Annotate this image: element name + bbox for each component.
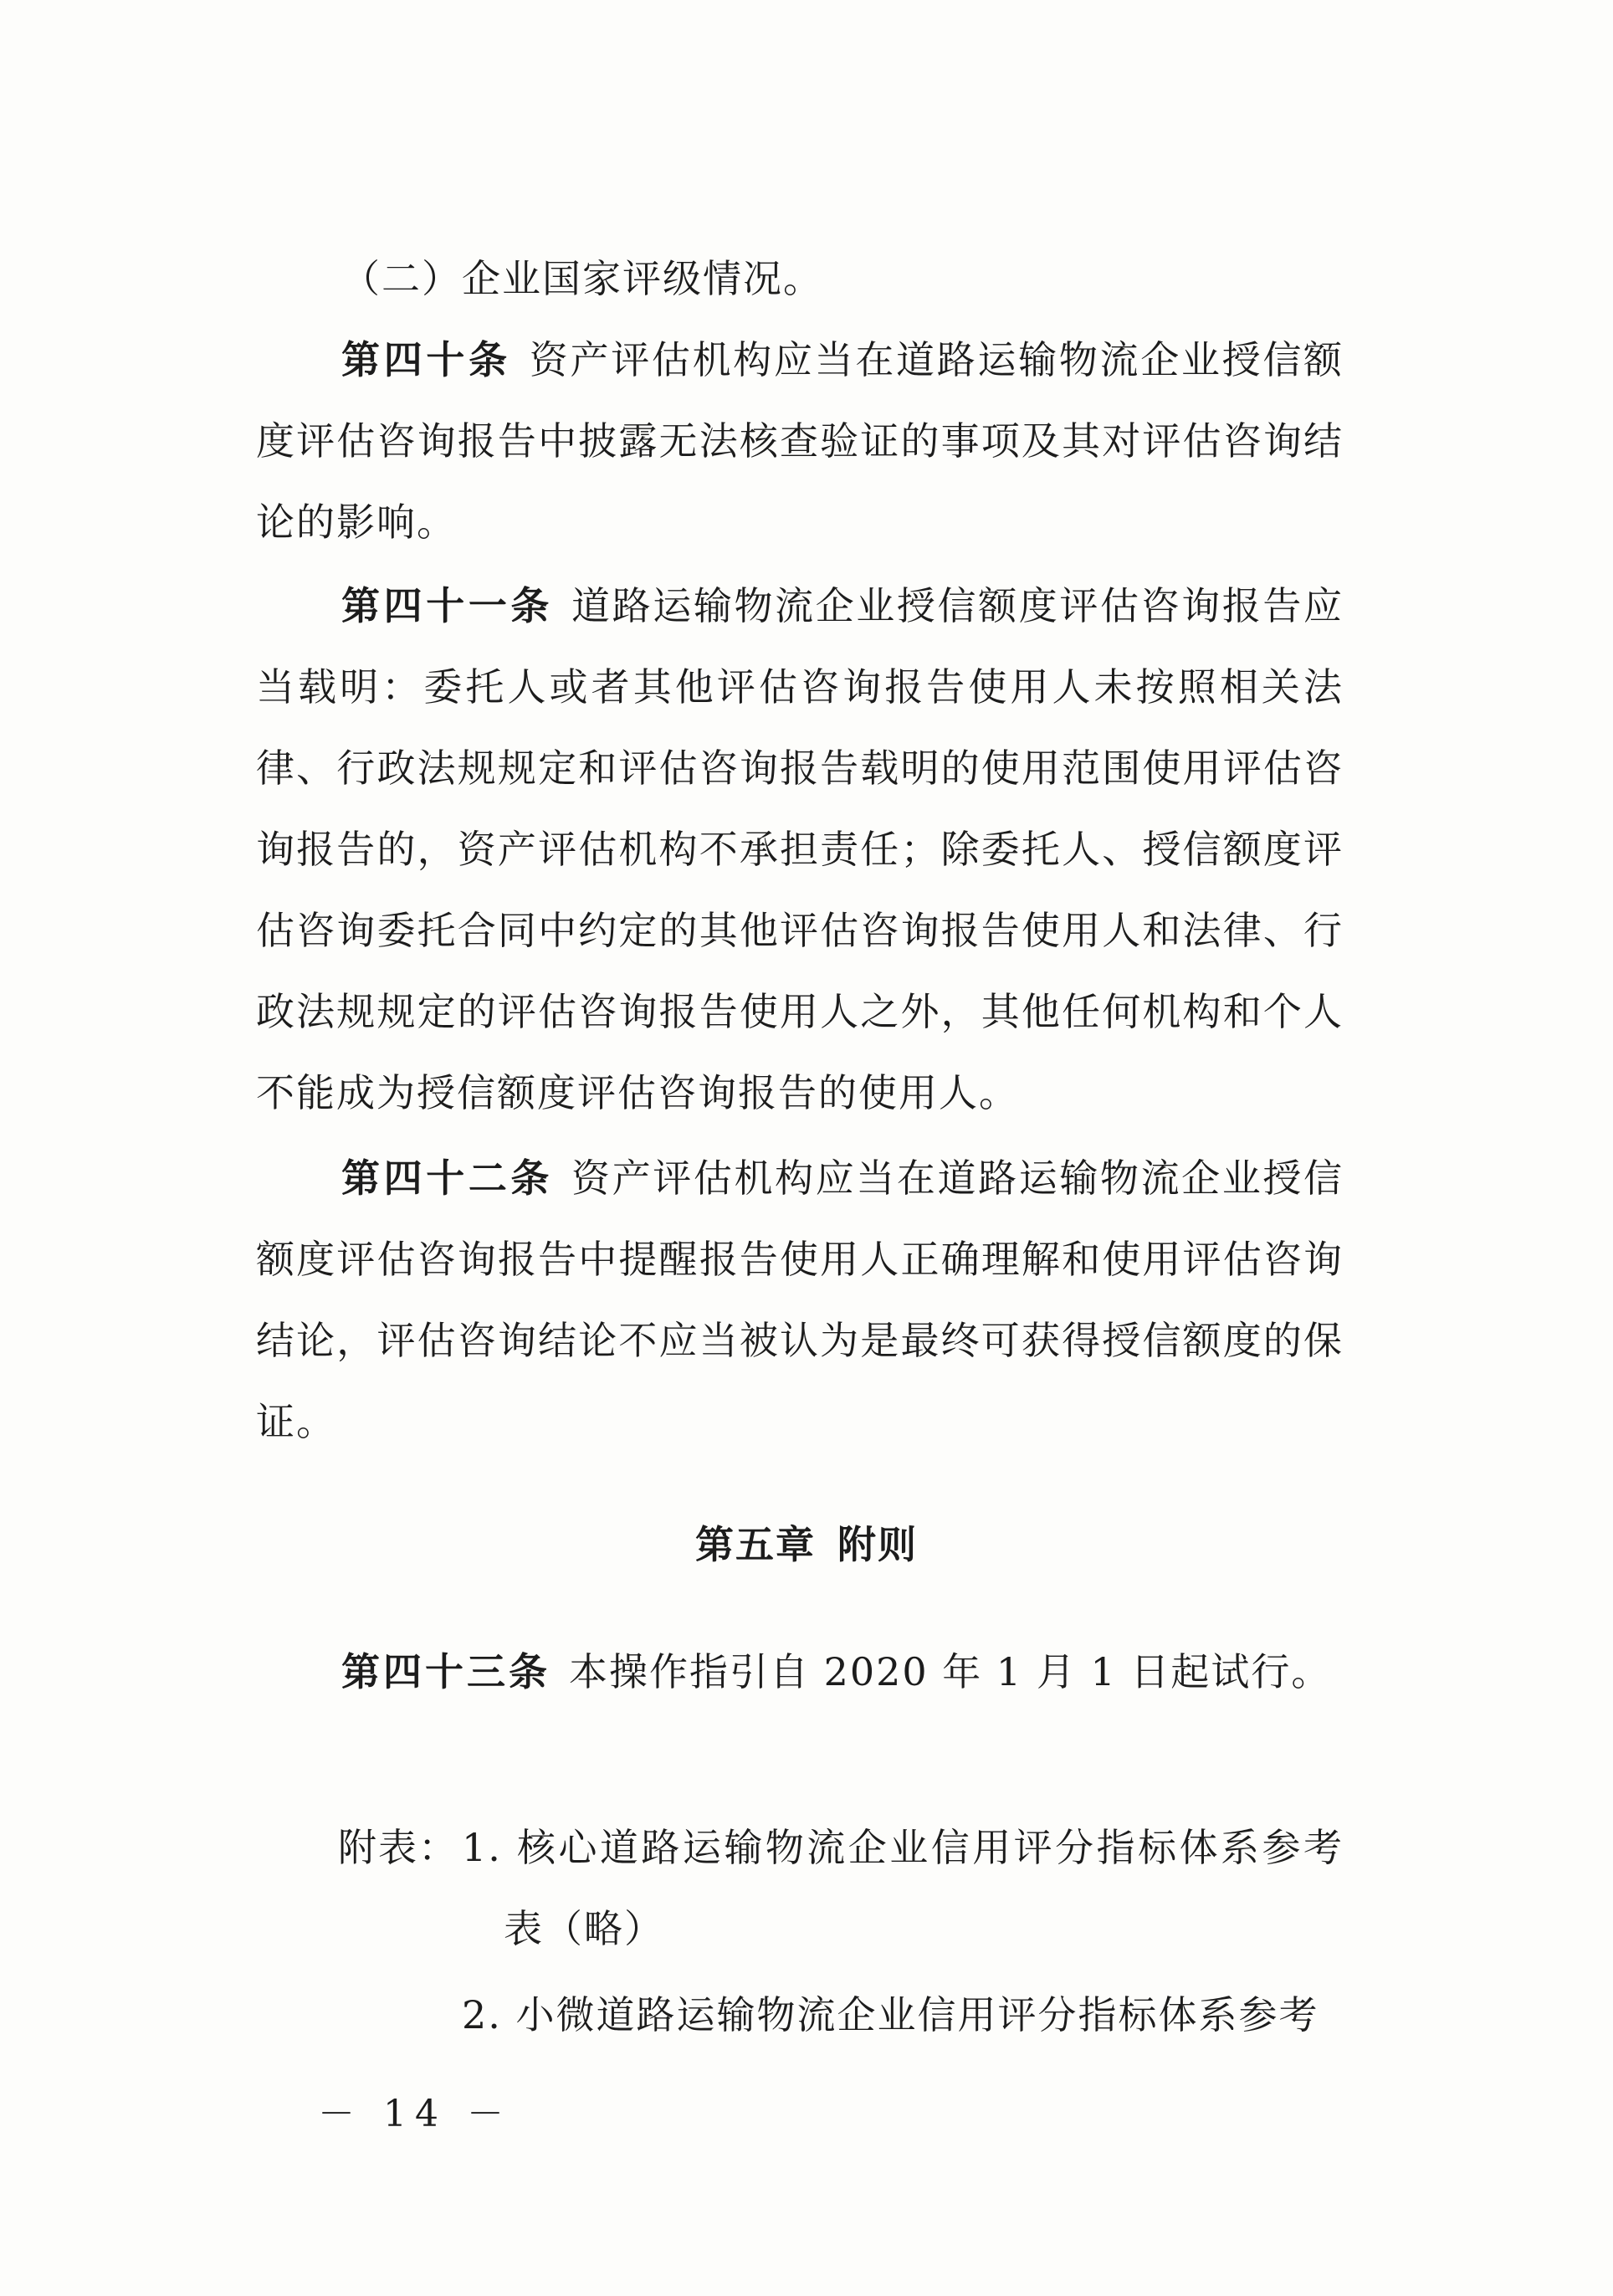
paragraph-national-rating <box>256 238 1344 320</box>
annex-item: 1. 核心道路运输物流企业信用评分指标体系参考表（略） <box>462 1825 1344 1951</box>
article-42 <box>256 1138 1344 1463</box>
article-41-heading: 第四十一条 <box>341 583 554 628</box>
annex-label: 附表： <box>338 1825 458 1870</box>
article-41-text: 道路运输物流企业授信额度评估咨询报告应当载明：委托人或者其他评估咨询报告使用人未按照相关法律、行政法规规定和评估咨询报告载明的使用范围使用评估咨询报告的，资产评估机构不承担责任；除委托人、授信额度评估咨询委托合同中约定的其他评估咨询报告使用人和法律、行政法规规定的评估咨询报告使用人之外，其他任何机构和个人不能成为授信额度评估咨询报告的使用人。 <box>256 583 1344 1115</box>
article-40 <box>256 320 1344 563</box>
article-43 <box>256 1632 1344 1713</box>
article-41 <box>256 566 1344 1134</box>
chapter-number: 第五章 <box>695 1522 816 1567</box>
annex-item: 2. 小微道路运输物流企业信用评分指标体系参考 <box>462 1992 1319 2037</box>
paragraph-text: （二）企业国家评级情况。 <box>341 256 823 301</box>
article-43-text: 本操作指引自 2020 年 1 月 1 日起试行。 <box>569 1649 1332 1694</box>
article-42-text: 资产评估机构应当在道路运输物流企业授信额度评估咨询报告中提醒报告使用人正确理解和使用评估咨询结论，评估咨询结论不应当被认为是最终可获得授信额度的保证。 <box>256 1156 1344 1444</box>
article-42-heading: 第四十二条 <box>341 1156 554 1201</box>
article-43-heading: 第四十三条 <box>341 1649 550 1694</box>
chapter-title: 附则 <box>837 1522 918 1567</box>
chapter-heading <box>0 1514 1613 1570</box>
article-40-heading: 第四十条 <box>341 337 511 382</box>
page-number: － 14 － <box>318 2093 512 2135</box>
article-40-text: 资产评估机构应当在道路运输物流企业授信额度评估咨询报告中披露无法核查验证的事项及其对评估咨询结论的影响。 <box>256 337 1344 545</box>
